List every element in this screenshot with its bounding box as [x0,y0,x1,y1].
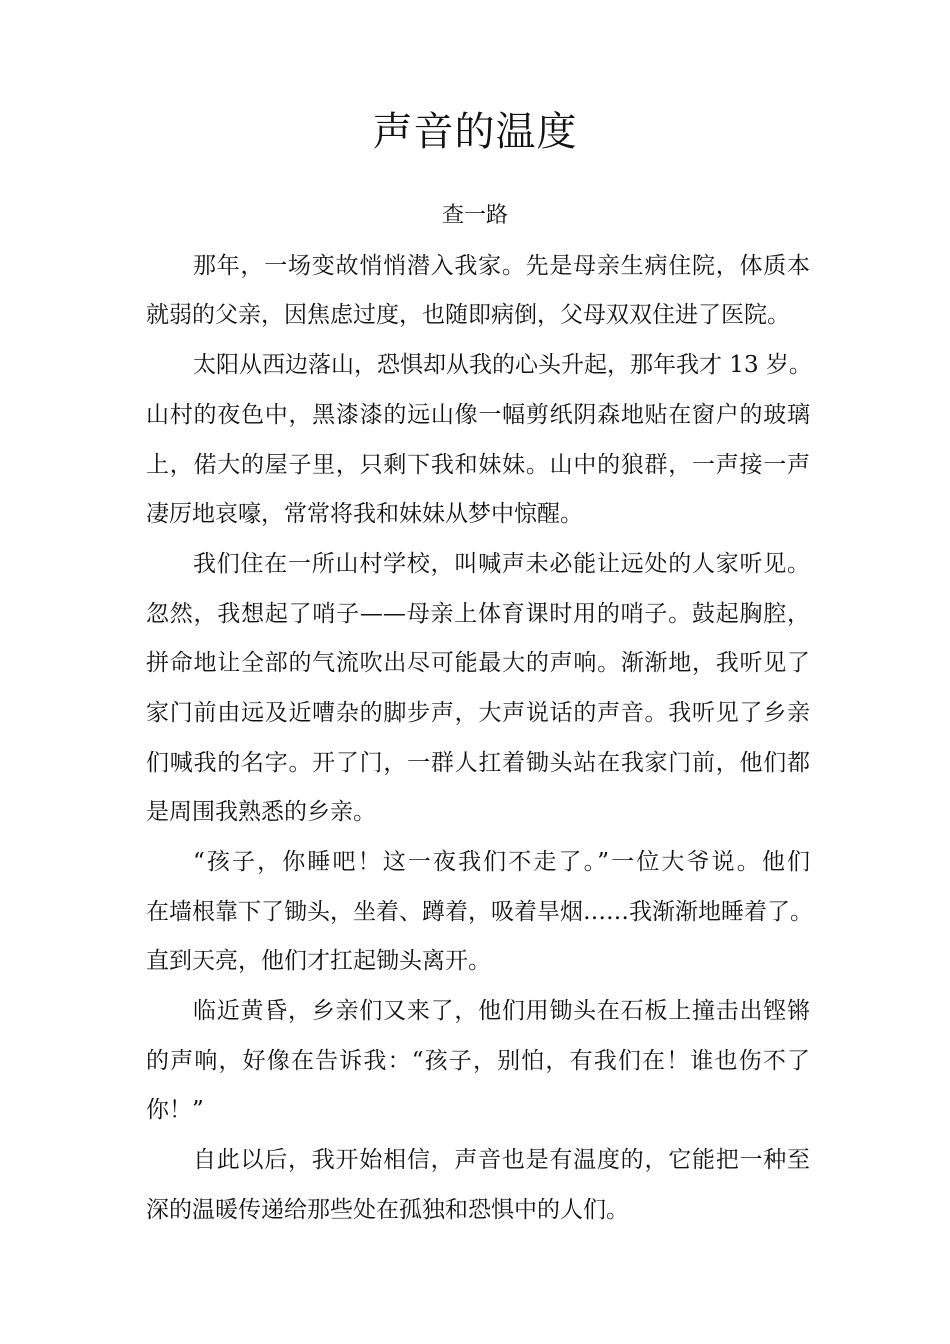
paragraph-1-line-1: 那年，一场变故悄悄潜入我家。先是母亲生病住院，体质本 [193,253,810,279]
article-title: 声音的温度 [372,109,578,155]
paragraph-2-line-2: 山村的夜色中，黑漆漆的远山像一幅剪纸阴森地贴在窗户的玻璃 [146,402,810,428]
paragraph-5-line-2: 的声响，好像在告诉我：“孩子，别怕，有我们在！谁也伤不了 [146,1048,810,1074]
paragraph-3-line-3: 拼命地让全部的气流吹出尽可能最大的声响。渐渐地，我听见了 [146,650,810,676]
article-author: 查一路 [441,203,508,228]
paragraph-3-line-6: 是周围我熟悉的乡亲。 [146,799,376,825]
paragraph-4-line-2: 在墙根靠下了锄头，坐着、蹲着，吸着旱烟……我渐渐地睡着了。 [146,899,813,925]
paragraph-3-line-2: 忽然，我想起了哨子——母亲上体育课时用的哨子。鼓起胸腔， [146,601,810,627]
paragraph-3-line-4: 家门前由远及近嘈杂的脚步声，大声说话的声音。我听见了乡亲 [146,700,810,726]
paragraph-2-line-4: 凄厉地哀嚎，常常将我和妹妹从梦中惊醒。 [146,501,583,527]
paragraph-3-line-5: 们喊我的名字。开了门，一群人扛着锄头站在我家门前，他们都 [146,750,810,776]
paragraph-6-line-2: 深的温暖传递给那些处在孤独和恐惧中的人们。 [146,1197,629,1223]
paragraph-1-line-2: 就弱的父亲，因焦虑过度，也随即病倒，父母双双住进了医院。 [146,302,790,328]
paragraph-3-line-1: 我们住在一所山村学校，叫喊声未必能让远处的人家听见。 [193,551,810,577]
paragraph-2-line-1: 太阳从西边落山，恐惧却从我的心头升起，那年我才 13 岁。 [193,352,812,378]
paragraph-4-line-1: “孩子，你睡吧！这一夜我们不走了。”一位大爷说。他们 [193,849,810,875]
paragraph-5-line-3: 你！” [146,1097,204,1123]
paragraph-5-line-1: 临近黄昏，乡亲们又来了，他们用锄头在石板上撞击出铿锵 [193,998,810,1024]
paragraph-4-line-3: 直到天亮，他们才扛起锄头离开。 [146,948,491,974]
paragraph-2-line-3: 上，偌大的屋子里，只剩下我和妹妹。山中的狼群，一声接一声 [146,452,810,478]
paragraph-6-line-1: 自此以后，我开始相信，声音也是有温度的，它能把一种至 [193,1147,810,1173]
